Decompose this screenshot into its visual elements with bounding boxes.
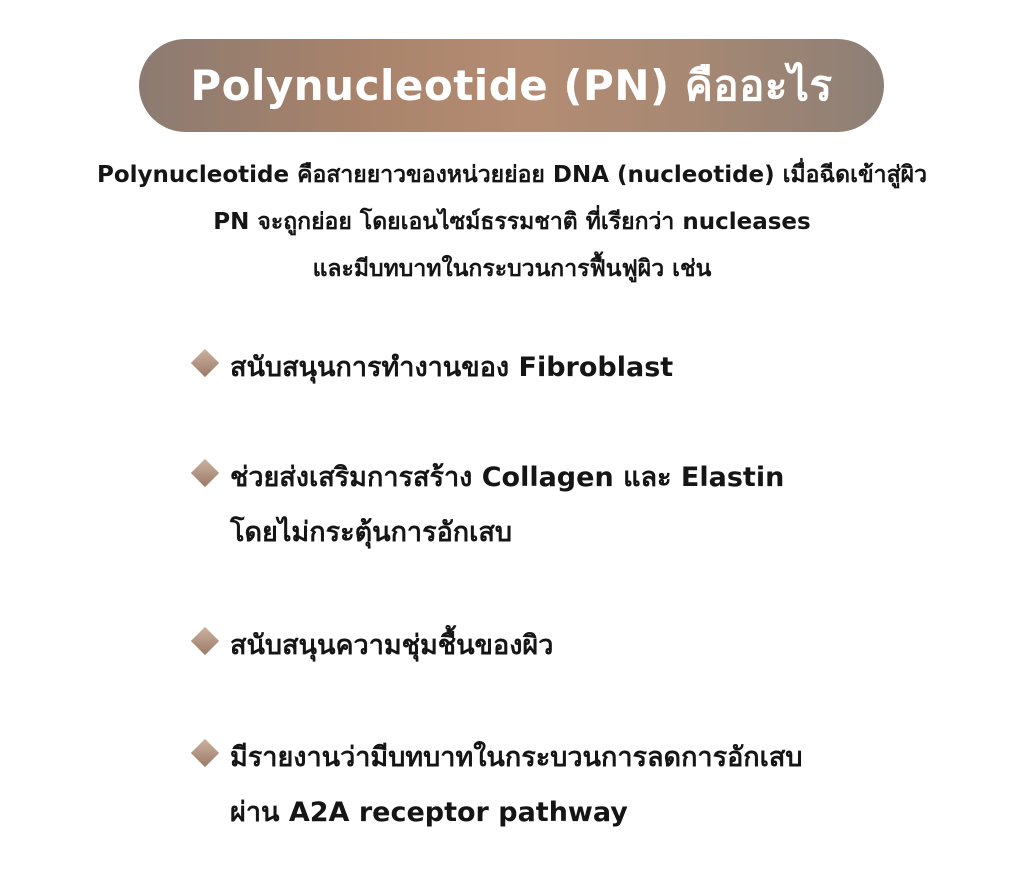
diamond-bullet-icon [191,739,219,767]
title-banner [139,39,884,132]
list-item-text: มีรายงานว่ามีบทบาทในกระบวนการลดการอักเสบ [230,742,803,773]
intro-line: และมีบทบาทในกระบวนการฟื้นฟูผิว เช่น [312,256,712,282]
list-item [192,450,992,560]
list-item [192,618,992,673]
diamond-bullet-icon [191,349,219,377]
intro-line: Polynucleotide คือสายยาวของหน่วยย่อย DNA (nucleotide) เมื่อฉีดเข้าสู่ผิว [96,162,928,188]
intro-line: PN จะถูกย่อย โดยเอนไซม์ธรรมชาติ ที่เรียกว่า nucleases [213,209,811,235]
list-item [192,340,992,395]
list-item-text: โดยไม่กระตุ้นการอักเสบ [230,517,512,548]
list-item [192,730,992,840]
list-item-text: สนับสนุนความชุ่มชื้นของผิว [230,630,554,661]
list-item-text: สนับสนุนการทำงานของ Fibroblast [230,352,674,383]
page-title: Polynucleotide (PN) คืออะไร [190,60,833,110]
diamond-bullet-icon [191,459,219,487]
list-item-text: ผ่าน A2A receptor pathway [230,797,628,828]
intro-paragraph [0,152,1024,293]
diamond-bullet-icon [191,627,219,655]
list-item-text: ช่วยส่งเสริมการสร้าง Collagen และ Elastin [230,462,785,493]
